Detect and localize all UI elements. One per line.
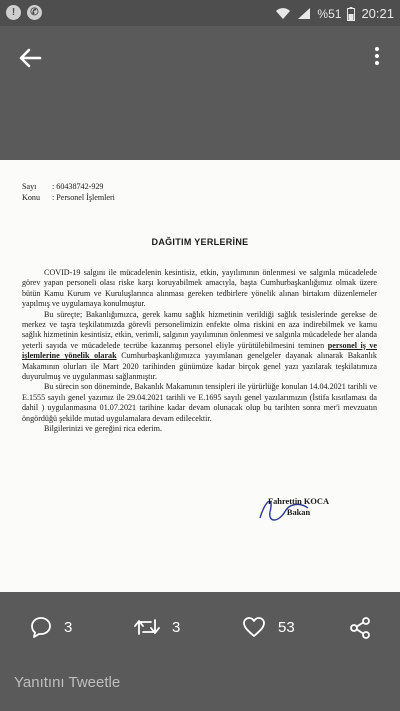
status-bar bbox=[0, 0, 400, 26]
signer-title: Bakan bbox=[286, 508, 311, 517]
clock: 20:21 bbox=[361, 6, 394, 21]
like-count: 53 bbox=[278, 618, 295, 636]
paragraph-3: Bu sürecin son döneminde, Bakanlık Makamının tensipleri ile yürürlüğe konulan 14.04.2021 tarihli ve E.1555 sayılı genel yazımız ile 29.04.2021 tarihli ve E.1695 sayılı genel yazılarımızın (İstifa kısıtlaması da dahil ) uygulanmasına 01.07.2021 tarihine kadar devam olunacak olup bu tarihten sonra mer'i mevzuatın öngördüğü şekilde mutad uygulamalara devam edilecektir. bbox=[22, 382, 377, 423]
share-icon bbox=[348, 616, 372, 640]
retweet-button[interactable] bbox=[134, 616, 180, 638]
reply-icon bbox=[30, 616, 52, 638]
tweet-image-document[interactable] bbox=[0, 160, 400, 592]
notification-icon: ! bbox=[6, 5, 21, 20]
app-bar bbox=[0, 26, 400, 88]
like-button[interactable] bbox=[242, 616, 295, 638]
reply-count: 3 bbox=[64, 618, 73, 636]
more-options-button[interactable] bbox=[372, 44, 382, 72]
retweet-icon bbox=[134, 616, 160, 638]
reply-input[interactable]: Yanıtını Tweetle bbox=[14, 674, 121, 691]
signal-icon bbox=[297, 7, 311, 20]
tweet-actions-area bbox=[0, 592, 400, 711]
document-meta: Sayı : 60438742-929 Konu : Personel İşlemleri bbox=[22, 182, 115, 202]
signer-name: Fahrettin KOCA bbox=[268, 497, 330, 506]
action-bar bbox=[0, 616, 400, 646]
retweet-count: 3 bbox=[172, 618, 181, 636]
signature-block bbox=[268, 496, 329, 518]
paragraph-1: COVID-19 salgını ile mücadelenin kesintisiz, etkin, yayılımının önlenmesi ve salgınla mücadelede görev yapan personeli olası riske karşı koruyabilmek amacıyla, başta Cumhurbaşkanlığımız olmak üzere bütün Kamu Kurum ve Kuruluşlarınca alınması gereken tedbirlere yönelik alınan birtakım düzenlemeler yapılmış ve uygulamaya konulmuştur. bbox=[22, 268, 377, 309]
reply-button[interactable] bbox=[30, 616, 72, 638]
paragraph-4: Bilgilerinizi ve gereğini rica ederim. bbox=[44, 424, 162, 434]
paragraph-2: Bu süreçte; Bakanlığımızca, gerek kamu sağlık hizmetinin verildiği sağlık tesislerinde gerekse de merkez ve taşra teşkilatımızda görevli personelimizin enfekte olma riskini en aza indirebilmek ve kamu sağlık hizmetinin kesintisiz, etkin, verimli, salgının yayılımının önlenmesi ve salgınla mücadelede her alanda yeterli sayıda ve mücadelede tecrübe kazanmış personel eliyle yürütülebilmesini teminen personel iş ve işlemlerine yönelik olarak Cumhurbaşkanlığımızca yayımlanan genelgeler dayanak alınarak Bakanlık Makamının olurları ile Mart 2020 tarihinden günümüze kadar birçok genel yazı yazılarak teşkilatımıza duyurulmuş ve uygulanması sağlanmıştır. bbox=[22, 309, 378, 382]
share-button[interactable] bbox=[348, 616, 372, 640]
more-vert-icon bbox=[375, 47, 379, 51]
back-button[interactable] bbox=[14, 42, 46, 74]
wifi-icon bbox=[275, 7, 291, 20]
battery-level: %51 bbox=[317, 6, 342, 21]
battery-icon bbox=[347, 7, 355, 21]
document-heading: DAĞITIM YERLERİNE bbox=[151, 237, 249, 247]
heart-icon bbox=[242, 616, 266, 638]
arrow-left-icon bbox=[14, 42, 46, 74]
whatsapp-icon: ✆ bbox=[27, 5, 42, 20]
document-body bbox=[22, 268, 377, 435]
